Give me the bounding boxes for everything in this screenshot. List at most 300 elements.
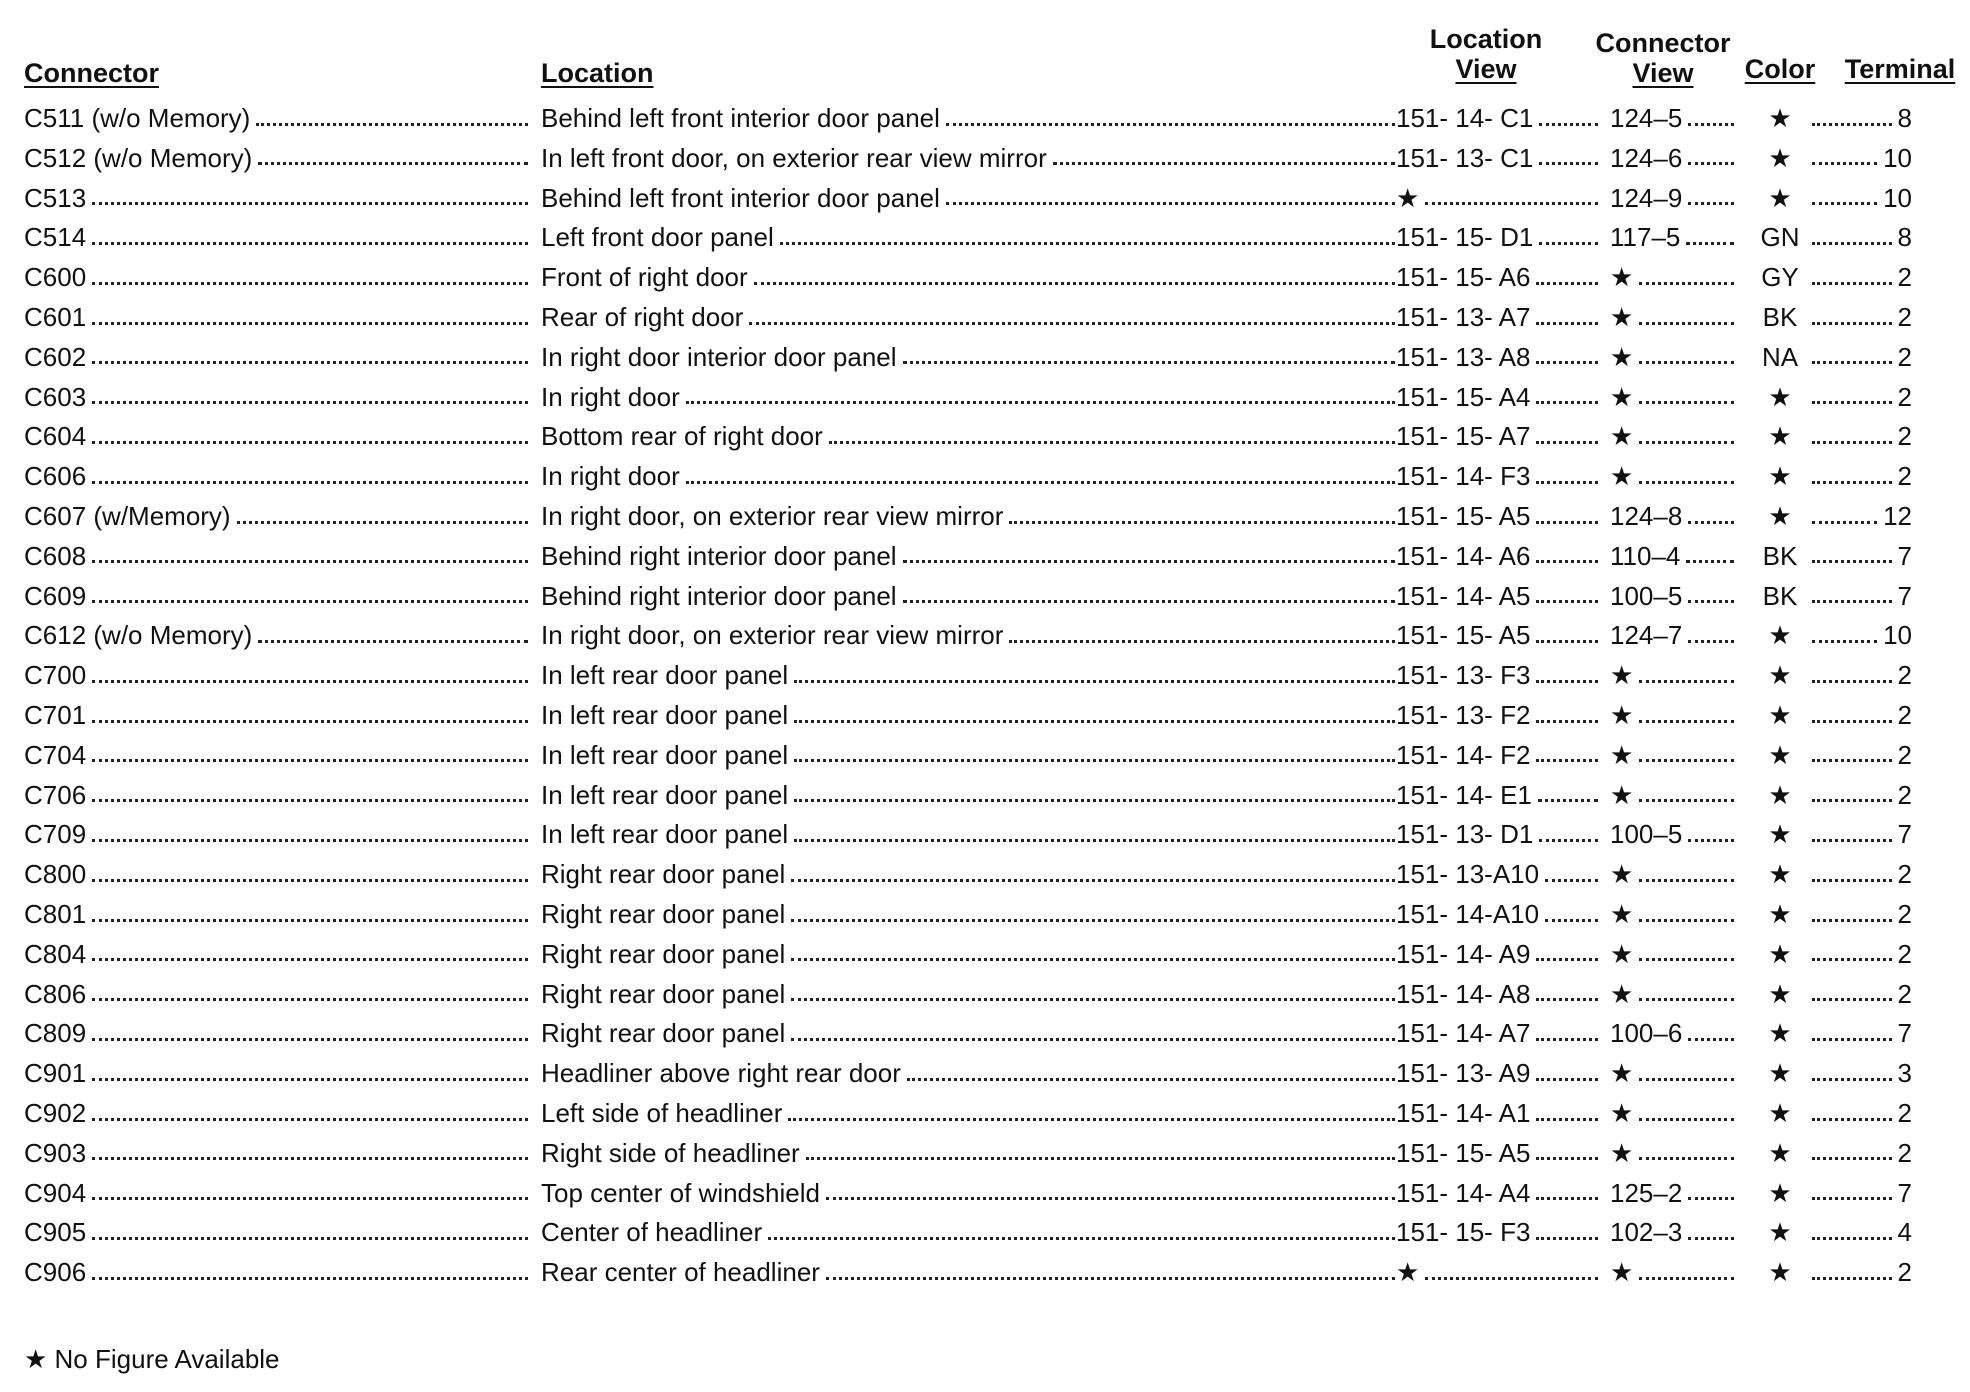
dot-leader	[92, 600, 528, 603]
cell-location-view	[1396, 737, 1606, 773]
cell-location-text: Behind right interior door panel	[541, 540, 897, 571]
cell-location-view	[1396, 219, 1606, 255]
header-connector: Connector	[24, 58, 159, 88]
cell-connector-view-text: ★	[1610, 938, 1634, 969]
cell-connector-view-text: ★	[1610, 302, 1634, 332]
table-row	[0, 697, 1970, 733]
cell-location-view-text: 151- 14- F3	[1396, 461, 1531, 492]
dot-leader	[1688, 162, 1734, 165]
dot-leader	[1812, 1277, 1892, 1280]
cell-connector-text: C905	[24, 1217, 87, 1248]
cell-terminal	[1808, 379, 1912, 415]
cell-terminal	[1808, 617, 1912, 653]
cell-terminal-text: 7	[1897, 1018, 1912, 1049]
dot-leader	[794, 759, 1395, 762]
cell-connector-view	[1610, 538, 1742, 574]
dot-leader	[1812, 1157, 1892, 1160]
dot-leader	[1812, 1038, 1892, 1041]
cell-terminal	[1808, 299, 1912, 335]
cell-location	[541, 737, 1403, 773]
cell-connector	[24, 418, 536, 454]
cell-color-text: GN	[1760, 222, 1800, 253]
cell-location-view	[1396, 379, 1606, 415]
dot-leader	[946, 202, 1395, 205]
dot-leader	[1688, 1038, 1734, 1041]
table-row	[0, 578, 1970, 614]
cell-color-text: ★	[1768, 1257, 1792, 1288]
dot-leader	[1536, 560, 1598, 563]
dot-leader	[1812, 322, 1892, 325]
dot-leader	[1812, 441, 1892, 444]
cell-connector	[24, 339, 536, 375]
cell-location-view-text: 151- 14- A8	[1396, 978, 1531, 1009]
cell-location-view-text: 151- 15- D1	[1396, 222, 1534, 253]
cell-location	[541, 1095, 1403, 1131]
dot-leader	[1639, 799, 1734, 802]
cell-color-text: ★	[1768, 899, 1792, 929]
cell-location	[541, 498, 1403, 534]
cell-connector-view	[1610, 617, 1742, 653]
dot-leader	[92, 1277, 528, 1280]
dot-leader	[92, 958, 528, 961]
cell-location-view	[1396, 140, 1606, 176]
cell-color-text: ★	[1768, 620, 1792, 651]
dot-leader	[686, 481, 1395, 484]
cell-connector-text: C513	[24, 182, 87, 213]
cell-location-text: In left rear door panel	[541, 779, 789, 810]
cell-location-view-text: 151- 14- C1	[1396, 103, 1534, 133]
cell-location	[541, 259, 1403, 295]
cell-location-view	[1396, 617, 1606, 653]
cell-location-view-text: 151- 13- D1	[1396, 819, 1534, 850]
cell-connector-view-text: ★	[1610, 779, 1634, 810]
cell-terminal-text: 2	[1897, 341, 1912, 372]
dot-leader	[1536, 1157, 1598, 1160]
cell-terminal-text: 2	[1897, 262, 1912, 293]
cell-location-text: Behind left front interior door panel	[541, 103, 940, 133]
cell-connector-view-text: ★	[1610, 899, 1634, 929]
cell-location-view-text: 151- 13-A10	[1396, 859, 1540, 890]
cell-color-text: ★	[1768, 1177, 1792, 1208]
cell-connector	[24, 180, 536, 216]
cell-terminal	[1808, 100, 1912, 136]
cell-connector-view	[1610, 1055, 1742, 1091]
dot-leader	[903, 600, 1395, 603]
cell-connector	[24, 1055, 536, 1091]
cell-connector-text: C604	[24, 421, 87, 452]
cell-location-view	[1396, 1254, 1606, 1290]
cell-terminal-text: 2	[1897, 381, 1912, 412]
dot-leader	[92, 839, 528, 842]
cell-connector-text: C512 (w/o Memory)	[24, 142, 253, 173]
dot-leader	[1812, 560, 1892, 563]
cell-terminal	[1808, 1055, 1912, 1091]
cell-terminal	[1808, 578, 1912, 614]
cell-location-view	[1396, 1055, 1606, 1091]
cell-terminal-text: 2	[1897, 1137, 1912, 1168]
cell-connector	[24, 219, 536, 255]
cell-location-view-text: ★	[1396, 182, 1420, 213]
dot-leader	[1536, 361, 1598, 364]
cell-color-text: ★	[1768, 1137, 1792, 1168]
table-row	[0, 180, 1970, 216]
cell-connector-text: C606	[24, 461, 87, 492]
dot-leader	[794, 799, 1395, 802]
table-row	[0, 617, 1970, 653]
cell-connector	[24, 458, 536, 494]
cell-location-text: Right rear door panel	[541, 899, 786, 929]
cell-color-text: ★	[1768, 819, 1792, 850]
cell-connector-view	[1610, 896, 1742, 932]
dot-leader	[1686, 560, 1734, 563]
cell-connector-text: C809	[24, 1018, 87, 1049]
cell-connector-text: C514	[24, 222, 87, 253]
cell-location	[541, 339, 1403, 375]
dot-leader	[92, 919, 528, 922]
dot-leader	[1812, 799, 1892, 802]
cell-terminal-text: 2	[1897, 739, 1912, 770]
cell-connector	[24, 657, 536, 693]
cell-location-view-text: 151- 13- F3	[1396, 660, 1531, 691]
cell-location-view-text: 151- 14- A5	[1396, 580, 1531, 611]
cell-terminal	[1808, 418, 1912, 454]
dot-leader	[1812, 919, 1892, 922]
cell-location-view	[1396, 856, 1606, 892]
cell-connector-view-text: 125–2	[1610, 1177, 1683, 1208]
cell-location-text: In right door	[541, 381, 680, 412]
cell-location	[541, 936, 1403, 972]
cell-terminal	[1808, 1015, 1912, 1051]
cell-location-text: Front of right door	[541, 262, 748, 293]
cell-terminal-text: 2	[1897, 421, 1912, 452]
cell-location-text: In right door	[541, 461, 680, 492]
cell-terminal-text: 4	[1897, 1217, 1912, 1248]
cell-connector-view	[1610, 1214, 1742, 1250]
cell-connector-text: C600	[24, 262, 87, 293]
cell-terminal-text: 2	[1897, 1257, 1912, 1288]
cell-connector-view	[1610, 339, 1742, 375]
cell-location	[541, 617, 1403, 653]
dot-leader	[1639, 282, 1734, 285]
cell-location	[541, 856, 1403, 892]
cell-connector	[24, 976, 536, 1012]
cell-location-view	[1396, 498, 1606, 534]
cell-location-text: In right door, on exterior rear view mirror	[541, 501, 1004, 531]
cell-connector-text: C700	[24, 660, 87, 691]
cell-terminal-text: 2	[1897, 461, 1912, 492]
cell-location-view	[1396, 976, 1606, 1012]
cell-terminal-text: 7	[1897, 540, 1912, 571]
cell-connector-text: C609	[24, 580, 87, 611]
cell-location	[541, 777, 1403, 813]
cell-terminal	[1808, 538, 1912, 574]
cell-location-text: Behind left front interior door panel	[541, 182, 940, 213]
cell-terminal	[1808, 180, 1912, 216]
cell-connector-view-text: 124–9	[1610, 182, 1683, 213]
cell-location-view-text: 151- 13- A7	[1396, 302, 1531, 332]
dot-leader	[1639, 1277, 1734, 1280]
cell-location	[541, 697, 1403, 733]
cell-color-text: ★	[1768, 1098, 1792, 1128]
cell-terminal	[1808, 856, 1912, 892]
dot-leader	[1009, 640, 1395, 643]
cell-terminal-text: 2	[1897, 660, 1912, 691]
cell-connector	[24, 140, 536, 176]
cell-location-text: In right door, on exterior rear view mirror	[541, 620, 1004, 651]
cell-location-text: Behind right interior door panel	[541, 580, 897, 611]
cell-terminal-text: 10	[1883, 142, 1912, 173]
cell-location-text: Bottom rear of right door	[541, 421, 823, 452]
dot-leader	[1536, 1078, 1598, 1081]
cell-location	[541, 379, 1403, 415]
dot-leader	[92, 322, 528, 325]
cell-color-text: ★	[1768, 938, 1792, 969]
cell-location-view-text: 151- 13- C1	[1396, 142, 1534, 173]
cell-location-text: Right rear door panel	[541, 1018, 786, 1049]
table-row	[0, 856, 1970, 892]
cell-connector-text: C801	[24, 899, 87, 929]
dot-leader	[1639, 879, 1734, 882]
cell-location-view	[1396, 896, 1606, 932]
cell-location-view	[1396, 339, 1606, 375]
dot-leader	[1536, 282, 1598, 285]
dot-leader	[826, 1277, 1395, 1280]
dot-leader	[1812, 680, 1892, 683]
cell-color-text: ★	[1768, 421, 1792, 452]
dot-leader	[1536, 998, 1598, 1001]
dot-leader	[92, 799, 528, 802]
dot-leader	[1812, 1237, 1892, 1240]
dot-leader	[903, 361, 1395, 364]
cell-location	[541, 1015, 1403, 1051]
cell-connector-view-text: ★	[1610, 262, 1634, 293]
dot-leader	[1545, 879, 1598, 882]
cell-terminal	[1808, 1175, 1912, 1211]
cell-connector-view	[1610, 936, 1742, 972]
dot-leader	[794, 680, 1395, 683]
cell-color-text: GY	[1761, 262, 1799, 293]
dot-leader	[92, 720, 528, 723]
cell-terminal	[1808, 458, 1912, 494]
cell-connector-view-text: ★	[1610, 660, 1634, 691]
cell-connector-view-text: 100–5	[1610, 580, 1683, 611]
cell-location	[541, 180, 1403, 216]
table-row	[0, 259, 1970, 295]
cell-connector-text: C706	[24, 779, 87, 810]
dot-leader	[1812, 600, 1892, 603]
dot-leader	[1536, 521, 1598, 524]
cell-location-text: Top center of windshield	[541, 1177, 820, 1208]
cell-connector-view-text: ★	[1610, 859, 1634, 890]
cell-location-text: Right side of headliner	[541, 1137, 800, 1168]
table-row	[0, 1175, 1970, 1211]
cell-connector	[24, 1175, 536, 1211]
header-connector-view: Connector View	[1595, 28, 1731, 88]
cell-location-view	[1396, 777, 1606, 813]
dot-leader	[1812, 401, 1892, 404]
table-row	[0, 1214, 1970, 1250]
cell-location	[541, 1055, 1403, 1091]
cell-terminal-text: 2	[1897, 859, 1912, 890]
cell-connector-view-text: ★	[1610, 1098, 1634, 1128]
cell-connector-view-text: ★	[1610, 978, 1634, 1009]
dot-leader	[92, 1197, 528, 1200]
dot-leader	[791, 919, 1395, 922]
dot-leader	[1812, 282, 1892, 285]
cell-connector	[24, 896, 536, 932]
cell-connector-view	[1610, 657, 1742, 693]
cell-color-text: ★	[1768, 461, 1792, 492]
dot-leader	[92, 1157, 528, 1160]
cell-connector-view	[1610, 418, 1742, 454]
cell-terminal-text: 10	[1883, 620, 1912, 651]
dot-leader	[1812, 879, 1892, 882]
cell-location-text: Right rear door panel	[541, 938, 786, 969]
cell-location-view	[1396, 259, 1606, 295]
dot-leader	[1812, 123, 1892, 126]
cell-connector-text: C601	[24, 302, 87, 332]
cell-terminal	[1808, 259, 1912, 295]
cell-connector-text: C904	[24, 1177, 87, 1208]
cell-location	[541, 578, 1403, 614]
dot-leader	[92, 1118, 528, 1121]
cell-connector-view-text: ★	[1610, 341, 1634, 372]
cell-location-text: Rear center of headliner	[541, 1257, 820, 1288]
dot-leader	[1686, 242, 1734, 245]
cell-location	[541, 1135, 1403, 1171]
cell-color-text: ★	[1768, 1018, 1792, 1049]
cell-location	[541, 816, 1403, 852]
cell-terminal	[1808, 777, 1912, 813]
cell-color-text: ★	[1768, 182, 1792, 213]
cell-location-view	[1396, 100, 1606, 136]
dot-leader	[903, 560, 1395, 563]
cell-connector-text: C704	[24, 739, 87, 770]
dot-leader	[1425, 1277, 1598, 1280]
table-row	[0, 1135, 1970, 1171]
dot-leader	[92, 202, 528, 205]
cell-location-text: In right door interior door panel	[541, 341, 897, 372]
cell-connector-text: C804	[24, 938, 87, 969]
cell-location	[541, 100, 1403, 136]
dot-leader	[1688, 600, 1734, 603]
table-header	[0, 24, 1970, 94]
dot-leader	[1812, 242, 1892, 245]
dot-leader	[791, 998, 1395, 1001]
cell-connector-view-text: ★	[1610, 1137, 1634, 1168]
cell-location-text: In left rear door panel	[541, 700, 789, 730]
dot-leader	[1536, 441, 1598, 444]
cell-terminal-text: 3	[1897, 1058, 1912, 1089]
dot-leader	[1812, 162, 1877, 165]
table-row	[0, 219, 1970, 255]
cell-terminal-text: 2	[1897, 978, 1912, 1009]
cell-connector	[24, 538, 536, 574]
cell-connector-text: C902	[24, 1098, 87, 1128]
cell-location	[541, 896, 1403, 932]
cell-terminal-text: 2	[1897, 700, 1912, 730]
cell-location	[541, 418, 1403, 454]
dot-leader	[92, 998, 528, 1001]
cell-connector-text: C806	[24, 978, 87, 1009]
dot-leader	[1688, 839, 1734, 842]
cell-connector	[24, 1015, 536, 1051]
dot-leader	[1639, 998, 1734, 1001]
dot-leader	[1536, 600, 1598, 603]
dot-leader	[1812, 1197, 1892, 1200]
table-row	[0, 1055, 1970, 1091]
cell-connector	[24, 379, 536, 415]
dot-leader	[791, 1038, 1395, 1041]
cell-location	[541, 140, 1403, 176]
cell-location-view	[1396, 936, 1606, 972]
dot-leader	[1688, 1237, 1734, 1240]
cell-location	[541, 1254, 1403, 1290]
dot-leader	[1539, 242, 1598, 245]
cell-location-view-text: 151- 15- A5	[1396, 620, 1531, 651]
cell-connector-view-text: ★	[1610, 739, 1634, 770]
cell-connector-text: C607 (w/Memory)	[24, 501, 231, 531]
dot-leader	[1812, 759, 1892, 762]
cell-connector-view	[1610, 1015, 1742, 1051]
cell-color-text: ★	[1768, 142, 1792, 173]
dot-leader	[1639, 1078, 1734, 1081]
cell-connector-view	[1610, 1135, 1742, 1171]
cell-connector-text: C511 (w/o Memory)	[24, 103, 251, 133]
cell-connector	[24, 498, 536, 534]
dot-leader	[1688, 202, 1734, 205]
cell-location-view-text: 151- 14- A4	[1396, 1177, 1531, 1208]
dot-leader	[92, 401, 528, 404]
table-row	[0, 379, 1970, 415]
cell-location-view	[1396, 1214, 1606, 1250]
cell-connector-view	[1610, 299, 1742, 335]
cell-color-text: ★	[1768, 859, 1792, 890]
table-row	[0, 777, 1970, 813]
cell-connector-view	[1610, 976, 1742, 1012]
cell-color-text: ★	[1768, 1058, 1792, 1089]
dot-leader	[92, 361, 528, 364]
cell-connector	[24, 578, 536, 614]
cell-connector-view	[1610, 1095, 1742, 1131]
cell-connector-view-text: 124–6	[1610, 142, 1683, 173]
cell-connector	[24, 1214, 536, 1250]
dot-leader	[1539, 839, 1598, 842]
dot-leader	[749, 322, 1395, 325]
cell-location-view-text: 151- 14- A9	[1396, 938, 1531, 969]
cell-connector-text: C901	[24, 1058, 87, 1089]
cell-connector-view	[1610, 219, 1742, 255]
cell-location	[541, 1214, 1403, 1250]
cell-terminal-text: 2	[1897, 899, 1912, 929]
table-row	[0, 339, 1970, 375]
dot-leader	[1536, 640, 1598, 643]
dot-leader	[768, 1237, 1395, 1240]
dot-leader	[754, 282, 1395, 285]
cell-color-text: ★	[1768, 660, 1792, 691]
dot-leader	[258, 162, 528, 165]
cell-location-view	[1396, 578, 1606, 614]
cell-terminal-text: 2	[1897, 1098, 1912, 1128]
cell-terminal	[1808, 976, 1912, 1012]
cell-terminal-text: 7	[1897, 580, 1912, 611]
cell-location-view	[1396, 657, 1606, 693]
cell-terminal	[1808, 339, 1912, 375]
cell-color-text: ★	[1768, 1217, 1792, 1248]
table-row	[0, 140, 1970, 176]
cell-color-text: BK	[1762, 540, 1798, 571]
dot-leader	[237, 521, 528, 524]
